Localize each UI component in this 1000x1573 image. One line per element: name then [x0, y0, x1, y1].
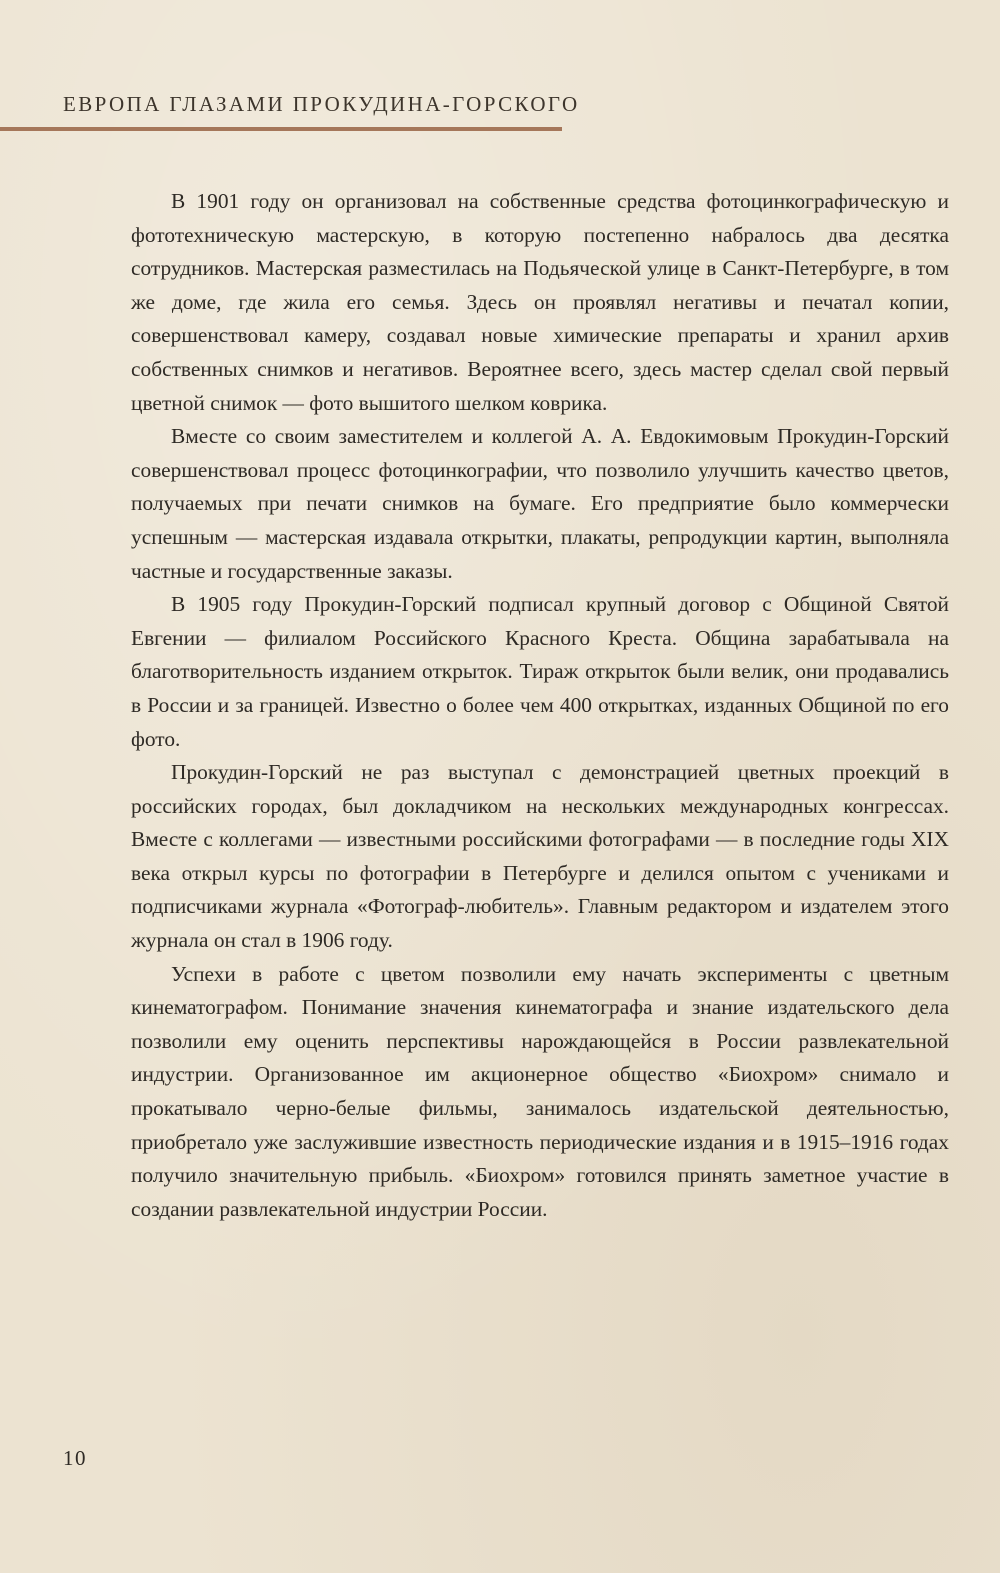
running-header: ЕВРОПА ГЛАЗАМИ ПРОКУДИНА-ГОРСКОГО — [63, 92, 580, 116]
paragraph-2: Вместе со своим заместителем и коллегой А. А. Евдокимовым Прокудин-Горский совершенствовал процесс фотоцинкографии, что позволило улучшить качество цветов, получаемых при печати снимков на бумаге. Его предприятие было коммерчески успешным — мастерская издавала открытки, плакаты, репродукции картин, выполняла частные и государственные заказы. — [131, 424, 949, 583]
paragraph-1: В 1901 году он организовал на собственные средства фотоцинкографическую и фототехническую мастерскую, в которую постепенно набралось два десятка сотрудников. Мастерская разместилась на Подьяческой улице в Санкт-Петербурге, в том же доме, где жила его семья. Здесь он проявлял негативы и печатал копии, совершенствовал камеру, создавал новые химические препараты и хранил архив собственных снимков и негативов. Вероятнее всего, здесь мастер сделал свой первый цветной снимок — фото вышитого шелком коврика. — [131, 189, 949, 415]
paragraph-5: Успехи в работе с цветом позволили ему начать эксперименты с цветным кинематографом. Понимание значения кинематографа и знание издательского дела позволили ему оценить перспективы нарождающейся в России развлекательной индустрии. Организованное им акционерное общество «Биохром» снимало и прокатывало черно-белые фильмы, занималось издательской деятельностью, приобретало уже заслужившие известность периодические издания и в 1915–1916 годах получило значительную прибыль. «Биохром» готовился принять заметное участие в создании развлекательной индустрии России. — [131, 961, 949, 1221]
body-text — [131, 185, 949, 1226]
paragraph-4: Прокудин-Горский не раз выступал с демонстрацией цветных проекций в российских городах, был докладчиком на нескольких международных конгрессах. Вместе с коллегами — известными российскими фотографами — в последние годы XIX века открыл курсы по фотографии в Петербурге и делился опытом с учениками и подписчиками журнала «Фотограф-любитель». Главным редактором и издателем этого журнала он стал в 1906 году. — [131, 760, 949, 953]
paragraph-3: В 1905 году Прокудин-Горский подписал крупный договор с Общиной Святой Евгении — филиалом Российского Красного Креста. Община зарабатывала на благотворительность изданием открыток. Тираж открыток были велик, они продавались в России и за границей. Известно о более чем 400 открытках, изданных Общиной по его фото. — [131, 592, 949, 751]
header-rule — [0, 127, 562, 131]
page-number: 10 — [63, 1446, 87, 1470]
